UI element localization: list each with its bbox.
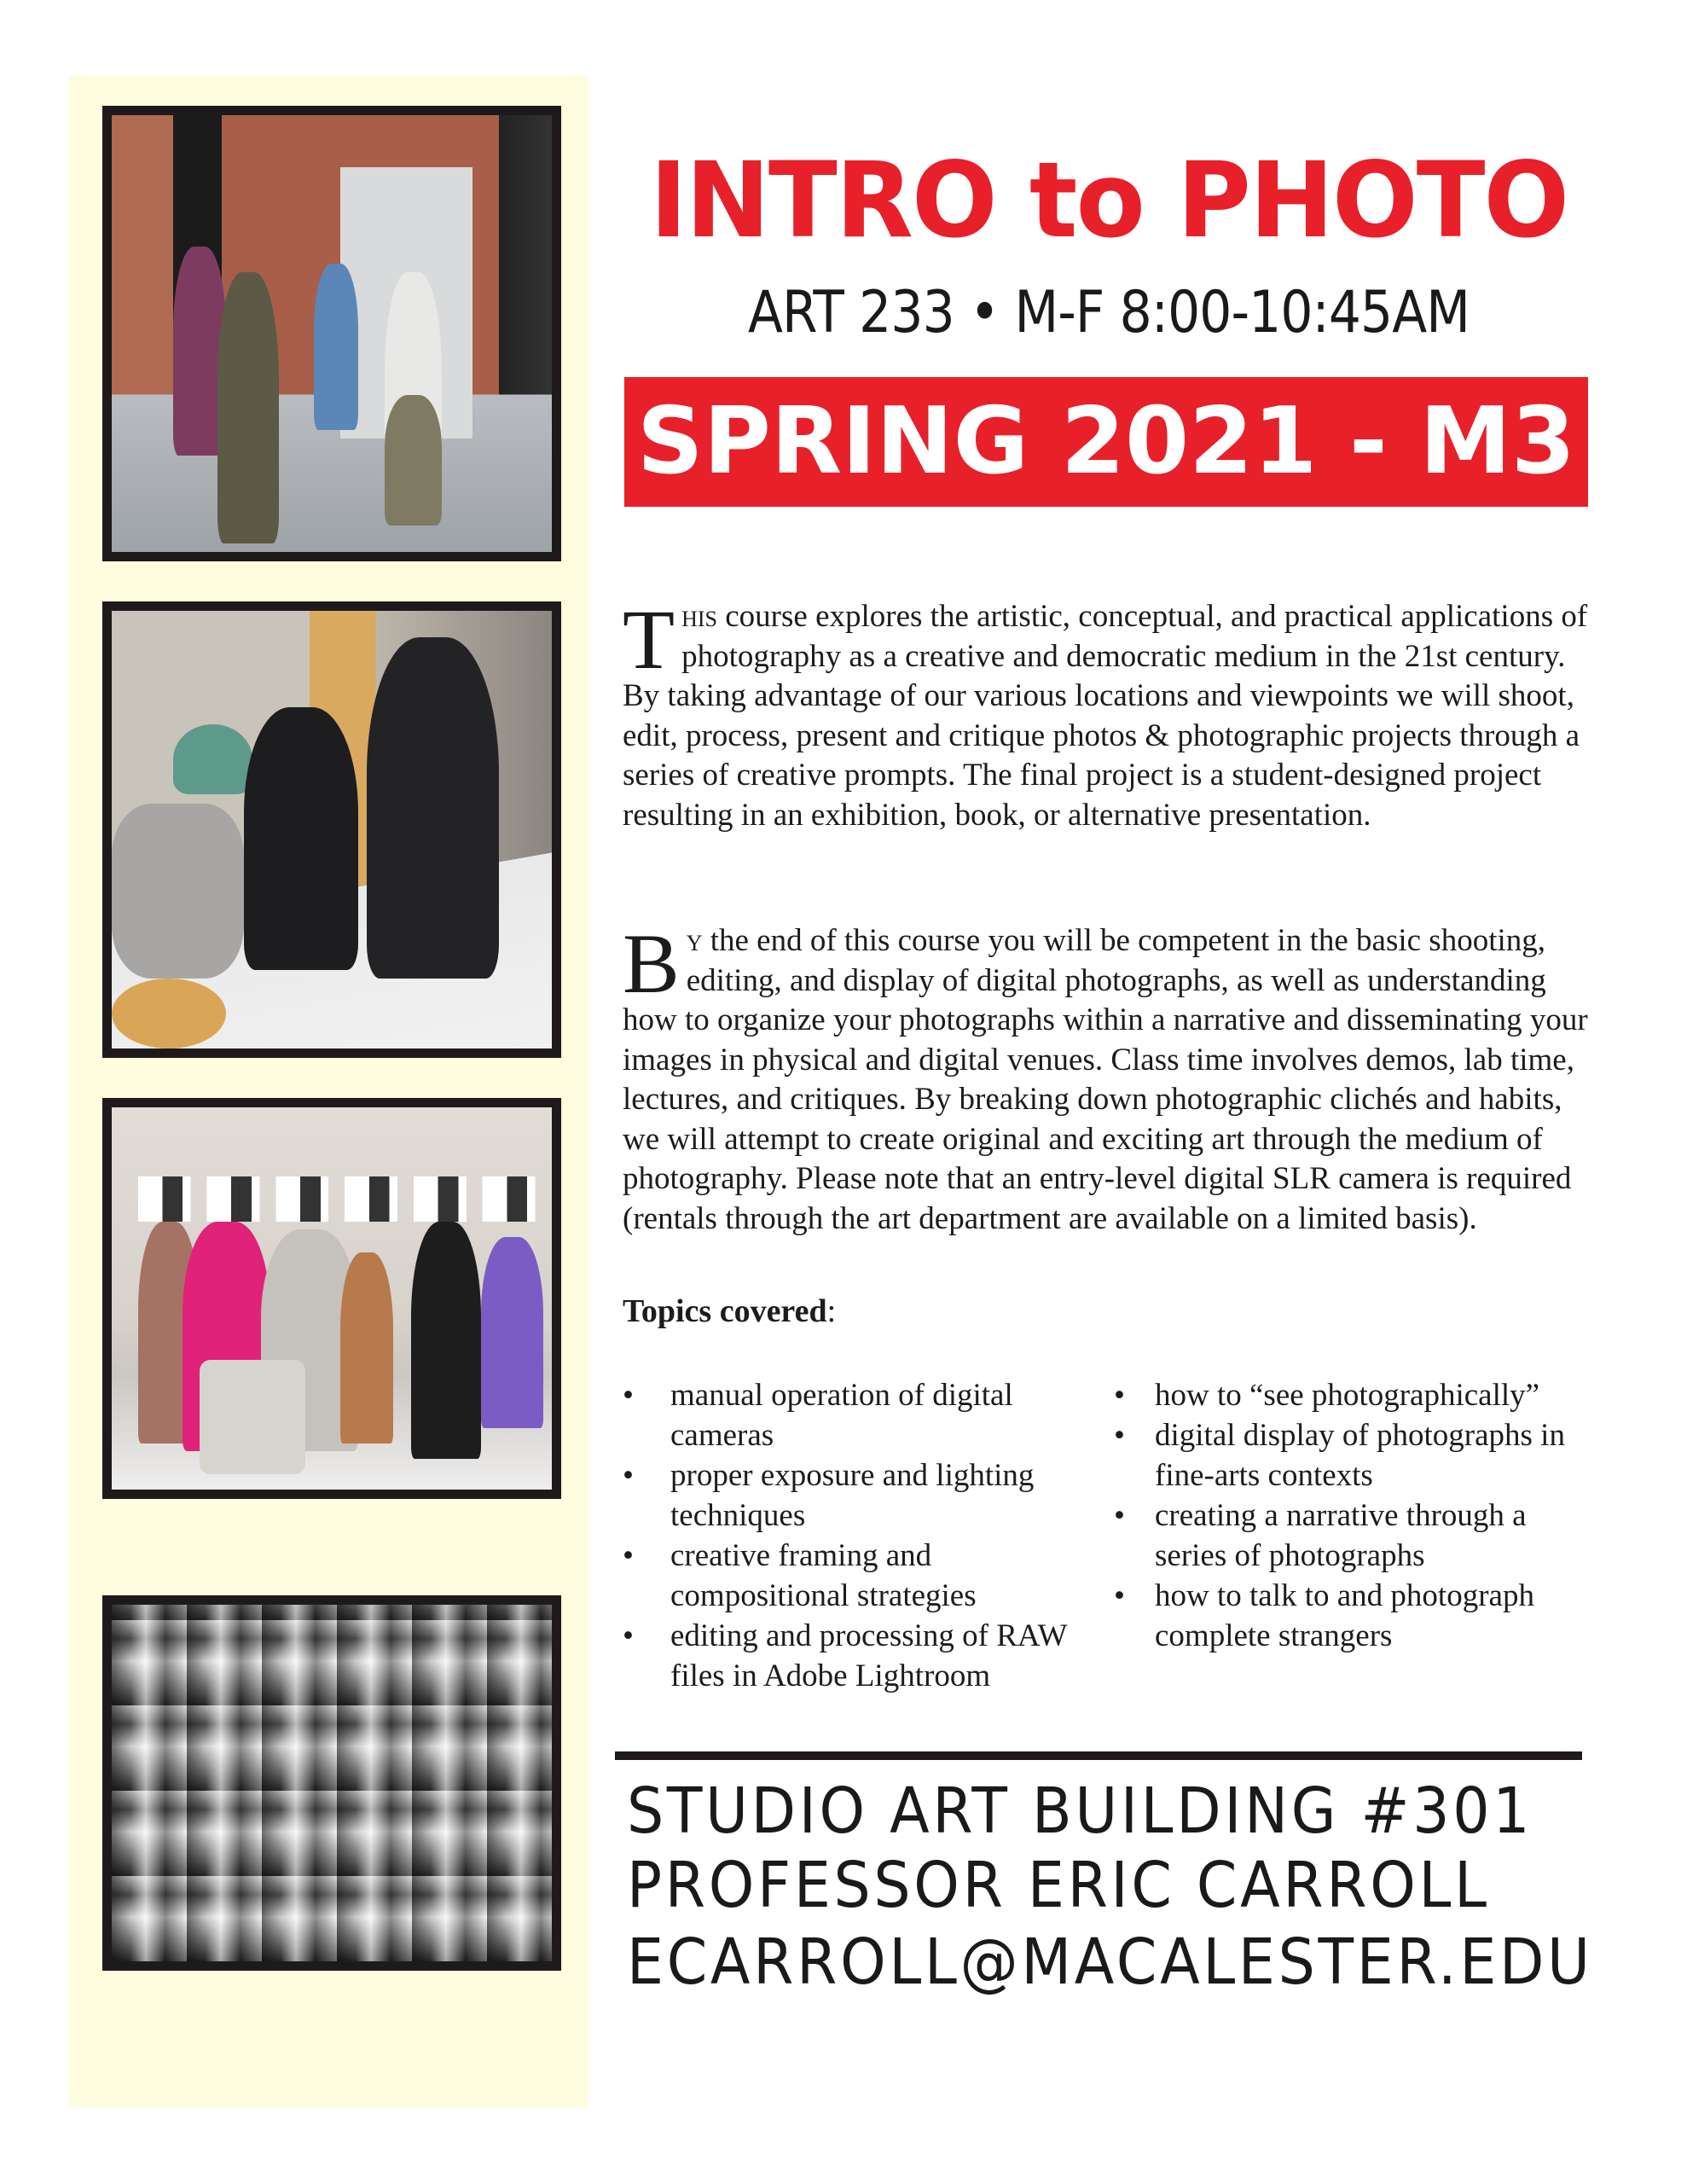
- paragraph-text: course explores the artistic, conceptual, and practical applications of photography as a creative and democratic medium in the 21st century. By taking advantage of our various locations and viewpoints we will shoot, edit, process, present and critique photos & photographic projects through a series of creative prompts. The final project is a student-designed project resulting in an exhibition, book, or alternative presentation.: [623, 599, 1588, 833]
- divider-rule: [615, 1751, 1582, 1760]
- bullet-icon: •: [1114, 1378, 1125, 1413]
- person-figure: [314, 264, 358, 430]
- person-figure: [244, 707, 358, 970]
- topic-item: • editing and processing of RAW files in Adobe Lightroom: [623, 1616, 1100, 1696]
- person-figure: [367, 637, 499, 979]
- person-figure: [385, 395, 442, 526]
- bullet-icon: •: [623, 1458, 634, 1493]
- location-line: STUDIO ART BUILDING #301: [627, 1774, 1533, 1848]
- person-figure: [217, 272, 279, 543]
- bullet-icon: •: [623, 1538, 634, 1573]
- bullet-icon: •: [623, 1618, 634, 1653]
- course-description: [623, 592, 1591, 835]
- photo-frame-collage: [102, 1595, 561, 1971]
- topic-item: • how to “see photographically”: [1114, 1375, 1591, 1415]
- topics-list-left: [623, 1375, 1100, 1696]
- page-title: INTRO to PHOTO: [649, 140, 1568, 261]
- photo-frame-print-review: [102, 601, 561, 1058]
- topic-item: • creative framing and compositional strategies: [623, 1536, 1100, 1616]
- topic-item: • manual operation of digital cameras: [623, 1375, 1100, 1455]
- bullet-icon: •: [1114, 1418, 1125, 1453]
- term-banner: SPRING 2021 - M3: [624, 377, 1588, 507]
- topic-item: • digital display of photographs in fine-arts contexts: [1114, 1415, 1591, 1496]
- person-figure: [112, 804, 244, 979]
- photo-frame-gallery-viewing: [102, 1098, 561, 1499]
- bullet-icon: •: [1114, 1578, 1125, 1613]
- topic-item: • creating a narrative through a series of photographs: [1114, 1496, 1591, 1576]
- person-figure: [481, 1237, 542, 1428]
- hung-photographs: [138, 1176, 543, 1223]
- photo-gallery-viewing: [112, 1107, 552, 1490]
- drop-cap: B: [623, 916, 680, 1011]
- email-link[interactable]: ECARROLL@MACALESTER.EDU: [627, 1926, 1593, 1999]
- chair: [200, 1360, 305, 1474]
- green-hat: [173, 724, 252, 794]
- drop-cap: T: [623, 592, 675, 687]
- photo-frame-outdoor-shoot: [102, 106, 561, 561]
- photo-bw-collage: [112, 1605, 552, 1961]
- bullet-icon: •: [1114, 1498, 1125, 1533]
- topics-list-right: [1114, 1375, 1591, 1656]
- course-schedule: ART 233 • M-F 8:00-10:45AM: [747, 279, 1470, 346]
- photo-print-review: [112, 611, 552, 1048]
- topics-heading: Topics covered:: [623, 1293, 837, 1329]
- topic-item: • how to talk to and photograph complete strangers: [1114, 1576, 1591, 1656]
- person-figure: [340, 1252, 393, 1443]
- photo-outdoor-shoot: [112, 115, 552, 552]
- course-outcomes: [623, 916, 1591, 1239]
- stool: [112, 979, 226, 1048]
- professor-line: PROFESSOR ERIC CARROLL: [627, 1849, 1490, 1922]
- bullet-icon: •: [623, 1378, 634, 1413]
- person-figure: [411, 1222, 482, 1459]
- smallcaps-lead: y: [686, 923, 703, 958]
- topic-item: • proper exposure and lighting techniques: [623, 1455, 1100, 1536]
- smallcaps-lead: his: [681, 599, 717, 634]
- paragraph-text: the end of this course you will be competent in the basic shooting, editing, and display of digital photographs, as well as understanding how to organize your photographs within a narrative and disseminating your images in physical and digital venues. Class time involves demos, lab time, lectures, and critiques. By breaking down photographic clichés and habits, we will attempt to create original and exciting art through the medium of photography. Please note that an entry-level digital SLR camera is required (rentals through the art department are available on a limited basis).: [623, 923, 1588, 1236]
